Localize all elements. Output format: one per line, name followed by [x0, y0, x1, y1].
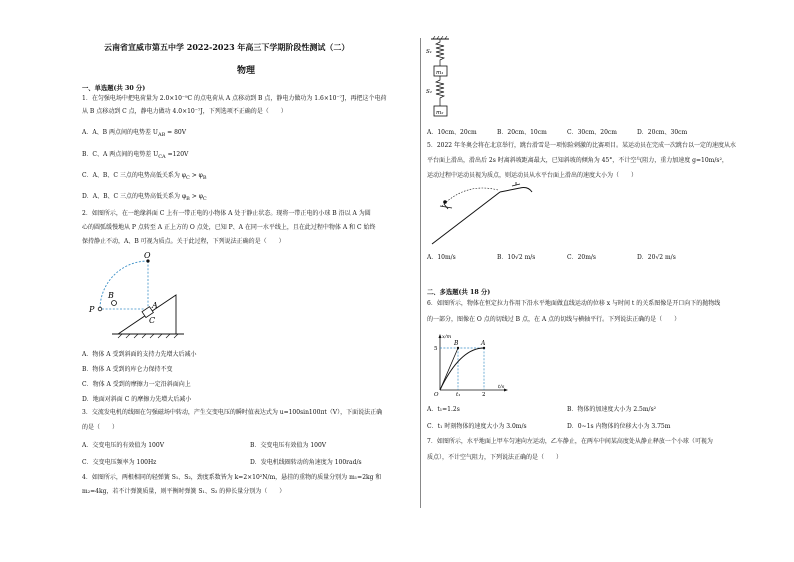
q2-option-d: D．地面对斜面 C 的摩擦力先增大后减小 [82, 396, 192, 403]
subject-title: 物理 [237, 66, 256, 76]
column-divider [420, 38, 421, 508]
q2-figure [88, 250, 198, 342]
exam-title: 云南省宣威市第五中学 2022-2023 年高三下学期阶段性测试（二） [104, 42, 350, 52]
q2-label-c: C [149, 316, 156, 325]
q7-stem-line2: 质点），不计空气阻力，下列说法正确的是（ ） [427, 454, 563, 461]
q2-stem-line3: 保持静止不动，A、B 可视为质点。关于此过程，下列说法正确的是（ ） [82, 238, 285, 245]
q5-trajectory [442, 188, 498, 206]
section-single-choice: 一、单选题(共 30 分) [82, 85, 146, 92]
q5-stem-line1: 5．2022 年冬奥会将在北京举行，跳台滑雪是一项惊险刺激的比赛项目。某运动员在完成一次跳台以一定的速度从水 [427, 142, 736, 149]
q4-figure [425, 36, 465, 120]
q2-label-a: A [152, 301, 158, 310]
q5-stem-line3: 运动过程中运动员视为质点，则运动员从水平台面上滑出的速度大小为（ ） [427, 172, 638, 179]
q2-stem-line1: 2．如图所示，在一绝缘斜面 C 上有一带正电的小物体 A 处于静止状态。现将一带正电的小球 B 沿以 A 为圆 [82, 210, 371, 217]
q4-option-a: A．10cm、20cm [427, 129, 477, 136]
q5-figure [428, 182, 538, 248]
q6-option-d: D．0~1s 内物体的位移大小为 3.75m [567, 423, 671, 430]
q6-figure [428, 332, 510, 396]
q4-stem-line2: m₂=4kg，若不计弹簧质量，则平衡时弹簧 S₁、S₂ 的伸长量分别为（ ） [82, 488, 286, 495]
q2-point-p [98, 307, 102, 311]
section-multi-choice: 二、多选题(共 18 分) [427, 289, 491, 296]
q4-label-m1: m₁ [436, 70, 444, 76]
q3-option-b: B．交变电压有效值为 100V [250, 442, 327, 449]
q1-stem-line2: 从 B 点移动到 C 点，静电力做功 4.0×10⁻⁷J，下列选项不正确的是（ ） [82, 108, 287, 115]
q2-ball-b [112, 301, 117, 306]
q2-label-o: O [144, 251, 151, 260]
q5-skier [512, 182, 520, 186]
q6-tick-t1: t₁ [456, 392, 461, 396]
q4-label-s1: S₁ [426, 49, 432, 55]
q6-option-b: B．物体的加速度大小为 2.5m/s² [567, 406, 657, 413]
q2-label-b: B [108, 291, 114, 300]
q5-option-a: A．10m/s [427, 254, 456, 261]
q4-stem-line1: 4．如图所示，两根相同的轻弹簧 S₁、S₂，劲度系数皆为 k=2×10²N/m，悬挂的重物的质量分别为 m₁=2kg 和 [82, 474, 382, 481]
q1-option-d: D．A、B、C 三点的电势高低关系为 $\varphi_B > \varphi_C$ [82, 193, 207, 203]
q2-label-p: P [89, 305, 95, 314]
q6-label-a: A [481, 340, 486, 347]
q2-stem-line2: 心的圆弧缓慢地从 P 点转至 A 正上方的 O 点处，已知 P、A 在同一水平线上，且在此过程中物体 A 和 C 始终 [82, 224, 376, 231]
q3-stem-line2: 的是（ ） [82, 424, 119, 431]
q6-tick-5: 5 [434, 346, 438, 352]
q4-option-d: D．20cm、30cm [637, 129, 688, 136]
q6-point-b [457, 347, 459, 349]
q6-stem-line1: 6．如图所示，物体在恒定拉力作用下沿水平地面做直线运动的位移 x 与时间 t 的关系图像是开口向下的抛物线 [427, 300, 721, 307]
q5-option-d: D．20√2 m/s [637, 254, 676, 261]
q6-label-b: B [454, 340, 459, 347]
q5-skier-jumping [440, 201, 452, 209]
q1-stem-line1: 1．在匀强电场中把电荷量为 2.0×10⁻⁹C 的点电荷从 A 点移动到 B 点，静电力做功为 1.6×10⁻⁷J，再把这个电荷 [82, 95, 387, 102]
q1-option-a: A．A、B 两点间的电势差 $U_{AB} = 80V$ [82, 129, 187, 139]
q2-option-c: C．物体 A 受到的摩擦力一定沿斜面向上 [82, 381, 191, 388]
q6-stem-line2: 的一部分，图像在 O 点的切线过 B 点，在 A 点的切线与横轴平行。下列说法正确的是（ ） [427, 316, 681, 323]
q6-curve [440, 348, 484, 390]
q4-option-c: C．30cm、20cm [567, 129, 617, 136]
q5-option-b: B．10√2 m/s [497, 254, 536, 261]
q3-option-a: A．交变电压的有效值为 100V [82, 442, 165, 449]
q2-option-a: A．物体 A 受到斜面的支持力先增大后减小 [82, 351, 197, 358]
q5-option-c: C．20m/s [567, 254, 597, 261]
q3-option-d: D．发电机线圈转动的角速度为 100rad/s [250, 459, 362, 466]
q6-tick-2: 2 [482, 392, 486, 396]
q2-arc [100, 261, 148, 309]
q4-label-m2: m₂ [436, 110, 444, 116]
q7-stem-line1: 7．如图所示，水平地面上甲车匀速向左运动，乙车静止，在两车中间某高度处从静止释放一个小球（可视为 [427, 438, 713, 445]
q5-stem-line2: 平台面上滑出，滑出后 2s 时离斜坡距离最大，已知斜坡的倾角为 45°，不计空气阻力，重力加速度 g=10m/s²， [427, 157, 728, 164]
q6-xlabel: t/s [498, 384, 505, 390]
q6-point-a [483, 347, 485, 349]
q6-option-a: A．t₁=1.2s [427, 406, 460, 413]
q6-origin: O [434, 392, 439, 396]
q4-spring-s2 [436, 76, 444, 106]
q4-label-s2: S₂ [426, 89, 432, 95]
q3-option-c: C．交变电压频率为 100Hz [82, 459, 157, 466]
q6-option-c: C．t₁ 时刻物体的速度大小为 3.0m/s [427, 423, 527, 430]
q5-ramp [500, 188, 532, 193]
q3-stem-line1: 3．交流发电机的线圈在匀强磁场中转动，产生交变电压的瞬时值表达式为 u=100sin100πt（V），下面说法正确 [82, 409, 383, 416]
q4-spring-s1 [436, 39, 444, 66]
q2-option-b: B．物体 A 受到的库仑力保持不变 [82, 366, 173, 373]
q1-option-b: B．C、A 两点间的电势差 $U_{CA} =120V$ [82, 151, 189, 161]
q4-option-b: B．20cm、10cm [497, 129, 547, 136]
q1-option-c: C．A、B、C 三点的电势高低关系为 $\varphi_C > \varphi_B$ [82, 172, 207, 182]
q5-slope [432, 192, 500, 244]
q6-ylabel: x/m [442, 334, 452, 340]
